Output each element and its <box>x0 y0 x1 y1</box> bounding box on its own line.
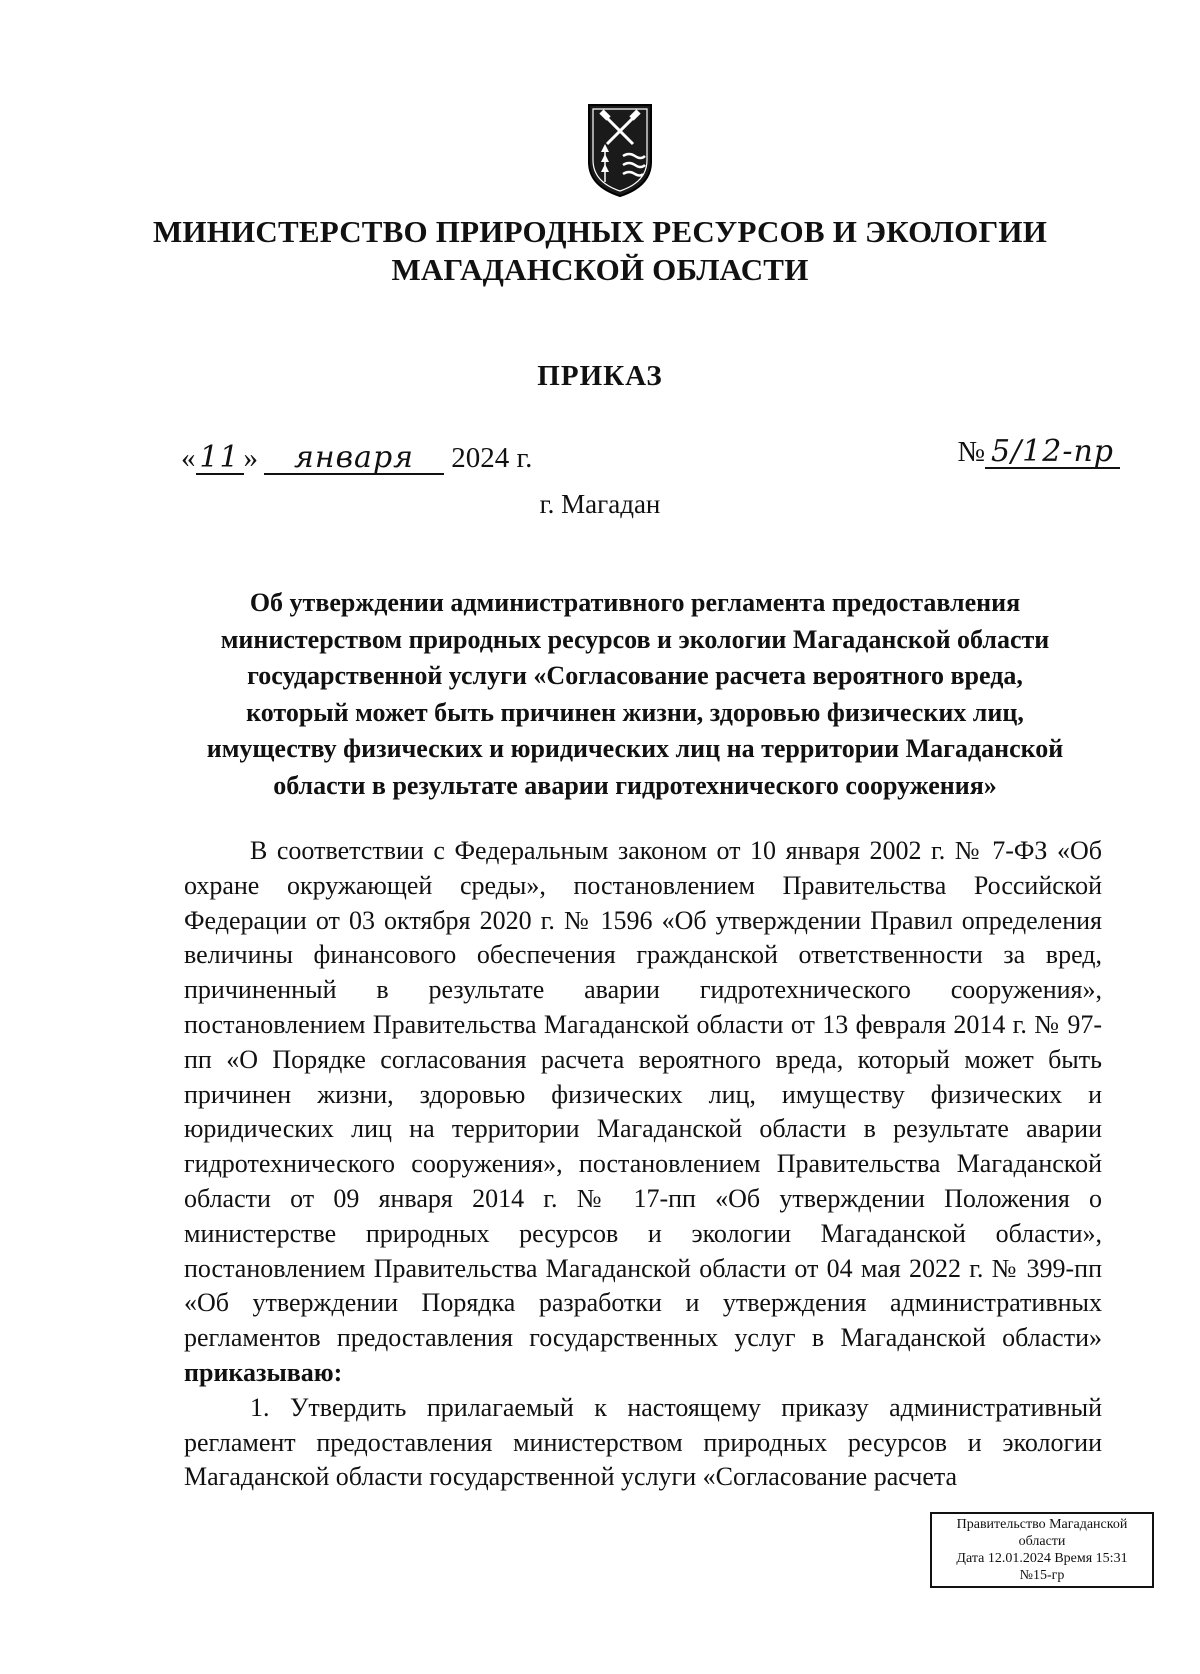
stamp-line2: области <box>1018 1534 1066 1549</box>
body-paragraph-preamble <box>184 834 1102 1391</box>
order-number <box>957 436 1120 469</box>
ministry-name <box>0 213 1200 289</box>
subject-line: который может быть причинен жизни, здоровью физических лиц, <box>246 697 1024 727</box>
body-paragraph-item-1: 1. Утвердить прилагаемый к настоящему приказу административный регламент предоставления министерством природных ресурсов и экологии Магаданской области государственной услуги «Согласование расчета <box>184 1392 1102 1492</box>
subject-line: министерством природных ресурсов и экологии Магаданской области <box>220 624 1050 654</box>
order-title: ПРИКАЗ <box>537 360 663 392</box>
stamp-line4: №15-гр <box>1019 1568 1065 1583</box>
subject-line: Об утверждении административного регламента предоставления <box>249 588 1021 617</box>
ministry-name-line2: МАГАДАНСКОЙ ОБЛАСТИ <box>391 252 809 287</box>
subject-line: области в результате аварии гидротехнического сооружения» <box>273 770 997 800</box>
date-close-quote: » <box>243 442 258 474</box>
subject-line: государственной услуги «Согласование расчета вероятного вреда, <box>247 661 1023 690</box>
number-handwritten: 5/12-пр <box>985 437 1120 469</box>
ministry-name-line1: МИНИСТЕРСТВО ПРИРОДНЫХ РЕСУРСОВ И ЭКОЛОГИИ <box>152 214 1048 249</box>
stamp-line1: Правительство Магаданской <box>956 1517 1128 1532</box>
stamp-line3: Дата 12.01.2024 Время 15:31 <box>956 1551 1128 1566</box>
number-prefix: № <box>957 436 985 468</box>
order-subject <box>180 585 1090 804</box>
preamble-text: В соответствии с Федеральным законом от 10 января 2002 г. № 7-ФЗ «Об охране окружающей среды», постановлением Правительства Российской Федерации от 03 октября 2020 г. № 1596 «Об утверждении Правил определения величины финансового обеспечения гражданской ответственности за вред, причиненный в результате аварии гидротехнического сооружения», постановлением Правительства Магаданской области от 13 февраля 2014 г. № 97-пп «О Порядке согласования расчета вероятного вреда, который может быть причинен жизни, здоровью физических лиц, имуществу физических и юридических лиц на территории Магаданской области в результате аварии гидротехнического сооружения», постановлением Правительства Магаданской области от 09 января 2014 г. № 17-пп «Об утверждении Положения о министерстве природных ресурсов и экологии Магаданской области», постановлением Правительства Магаданской области от 04 мая 2022 г. № 399-пп «Об утверждении Порядка разработки и утверждения административных регламентов предоставления государственных услуг в Магаданской области» <box>184 836 1102 1353</box>
order-city: г. Магадан <box>539 489 661 519</box>
date-day-handwritten: 11 <box>196 443 244 475</box>
date-month-handwritten: января <box>264 443 444 475</box>
order-body <box>184 834 1102 1495</box>
magadan-coat-of-arms-icon <box>585 102 655 198</box>
directive-text: приказываю: <box>184 1357 343 1387</box>
date-year: 2024 г. <box>451 442 533 474</box>
date-open-quote: « <box>181 442 196 474</box>
registration-stamp <box>930 1512 1154 1588</box>
order-date <box>181 442 532 475</box>
subject-line: имуществу физических и юридических лиц на территории Магаданской <box>206 734 1064 763</box>
